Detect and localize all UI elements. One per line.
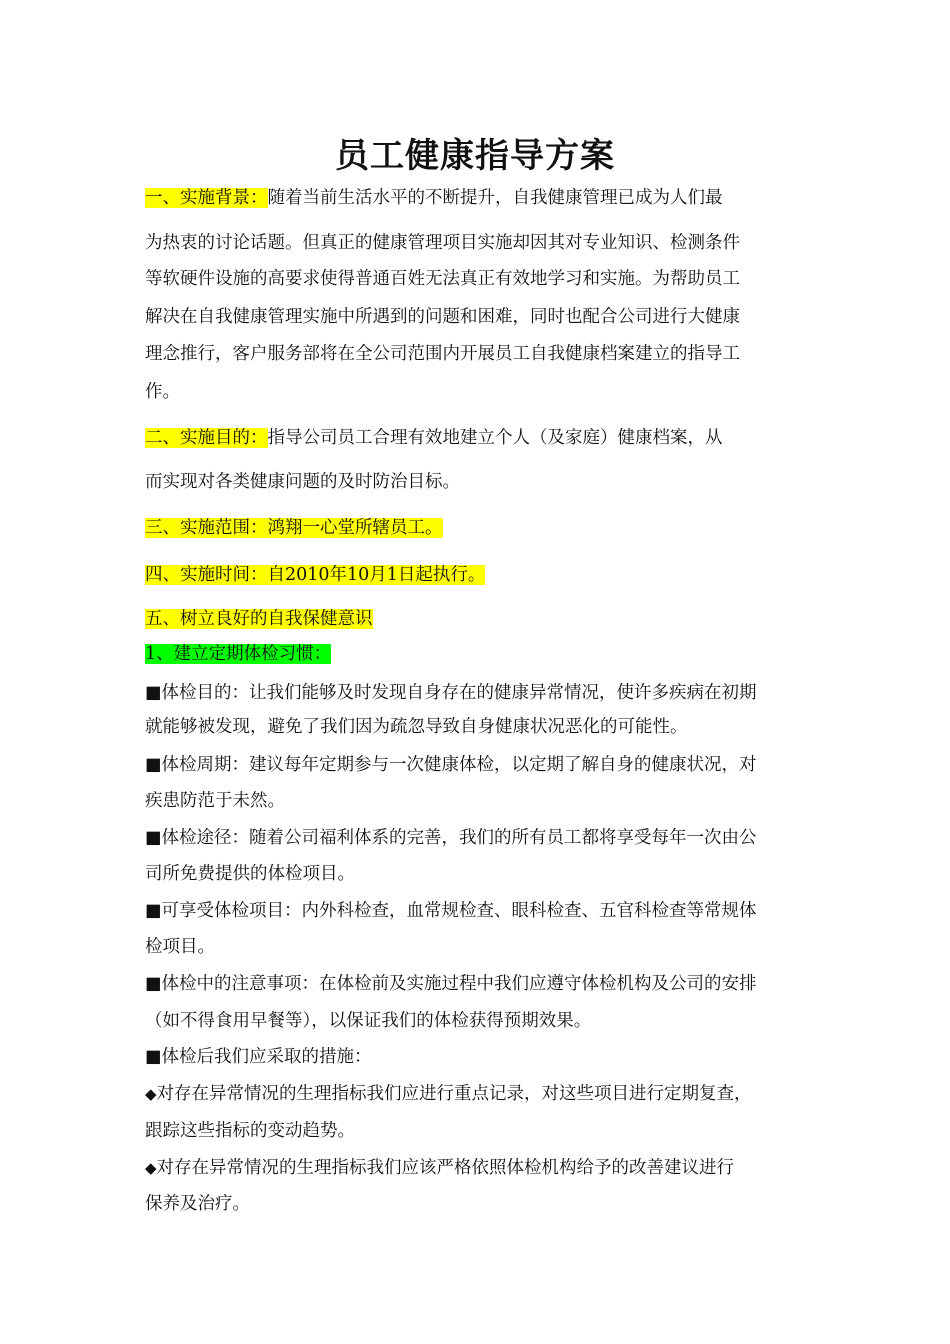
sec2-text-1: 指导公司员工合理有效地建立个人（及家庭）健康档案，从 bbox=[267, 428, 723, 448]
bullet-line-4: 疾患防范于未然。 bbox=[145, 791, 285, 811]
sec1-line-1 bbox=[145, 186, 723, 210]
sec2-line-1 bbox=[145, 426, 723, 450]
bullet-line-7: ■可享受体检项目：内外科检查，血常规检查、眼科检查、五官科检查等常规体 bbox=[145, 901, 757, 921]
sec3-line bbox=[145, 516, 443, 540]
measure-text-3: 对存在异常情况的生理指标我们应该严格依照体检机构给予的改善建议进行 bbox=[156, 1158, 735, 1178]
sec1-line-3: 等软硬件设施的高要求使得普通百姓无法真正有效地学习和实施。为帮助员工 bbox=[145, 269, 740, 289]
bullet-line-8: 检项目。 bbox=[145, 937, 215, 957]
sec1-line-6: 作。 bbox=[145, 382, 180, 402]
sec1-text-1: 随着当前生活水平的不断提升，自我健康管理已成为人们最 bbox=[267, 188, 723, 208]
bullet-line-6: 司所免费提供的体检项目。 bbox=[145, 864, 355, 884]
sec1-line-5: 理念推行，客户服务部将在全公司范围内开展员工自我健康档案建立的指导工 bbox=[145, 344, 740, 364]
sec4-text: 四、实施时间：自2010年10月1日起执行。 bbox=[145, 565, 486, 585]
document-title: 员工健康指导方案 bbox=[335, 136, 615, 176]
sec2-line-2: 而实现对各类健康问题的及时防治目标。 bbox=[145, 472, 460, 492]
sec2-label: 二、实施目的： bbox=[145, 428, 268, 448]
sub1-heading: 1、建立定期体检习惯： bbox=[145, 644, 332, 664]
bullet-line-9: ■体检中的注意事项：在体检前及实施过程中我们应遵守体检机构及公司的安排 bbox=[145, 974, 757, 994]
diamond-bullet-icon: ◆ bbox=[145, 1159, 157, 1177]
measure-text-1: 对存在异常情况的生理指标我们应进行重点记录，对这些项目进行定期复查， bbox=[156, 1084, 752, 1104]
sec5-line bbox=[145, 607, 373, 631]
sec4-line bbox=[145, 563, 485, 587]
measure-line-3 bbox=[145, 1156, 734, 1180]
sub1-line bbox=[145, 642, 331, 666]
measure-line-4: 保养及治疗。 bbox=[145, 1194, 250, 1214]
measure-line-1 bbox=[145, 1082, 752, 1106]
measure-line-2: 跟踪这些指标的变动趋势。 bbox=[145, 1121, 355, 1141]
sec1-line-2: 为热衷的讨论话题。但真正的健康管理项目实施却因其对专业知识、检测条件 bbox=[145, 233, 740, 253]
bullet-line-10: （如不得食用早餐等），以保证我们的体检获得预期效果。 bbox=[145, 1011, 592, 1031]
bullet-line-3: ■体检周期：建议每年定期参与一次健康体检，以定期了解自身的健康状况，对 bbox=[145, 755, 757, 775]
bullet-line-11: ■体检后我们应采取的措施： bbox=[145, 1047, 372, 1067]
bullet-line-2: 就能够被发现，避免了我们因为疏忽导致自身健康状况恶化的可能性。 bbox=[145, 717, 688, 737]
diamond-bullet-icon: ◆ bbox=[145, 1085, 157, 1103]
sec5-heading: 五、树立良好的自我保健意识 bbox=[145, 609, 373, 629]
bullet-line-5: ■体检途径：随着公司福利体系的完善，我们的所有员工都将享受每年一次由公 bbox=[145, 828, 757, 848]
sec1-line-4: 解决在自我健康管理实施中所遇到的问题和困难，同时也配合公司进行大健康 bbox=[145, 307, 740, 327]
sec1-label: 一、实施背景： bbox=[145, 188, 268, 208]
bullet-line-1: ■体检目的：让我们能够及时发现自身存在的健康异常情况，使许多疾病在初期 bbox=[145, 683, 757, 703]
sec3-text: 三、实施范围：鸿翔一心堂所辖员工。 bbox=[145, 518, 443, 538]
